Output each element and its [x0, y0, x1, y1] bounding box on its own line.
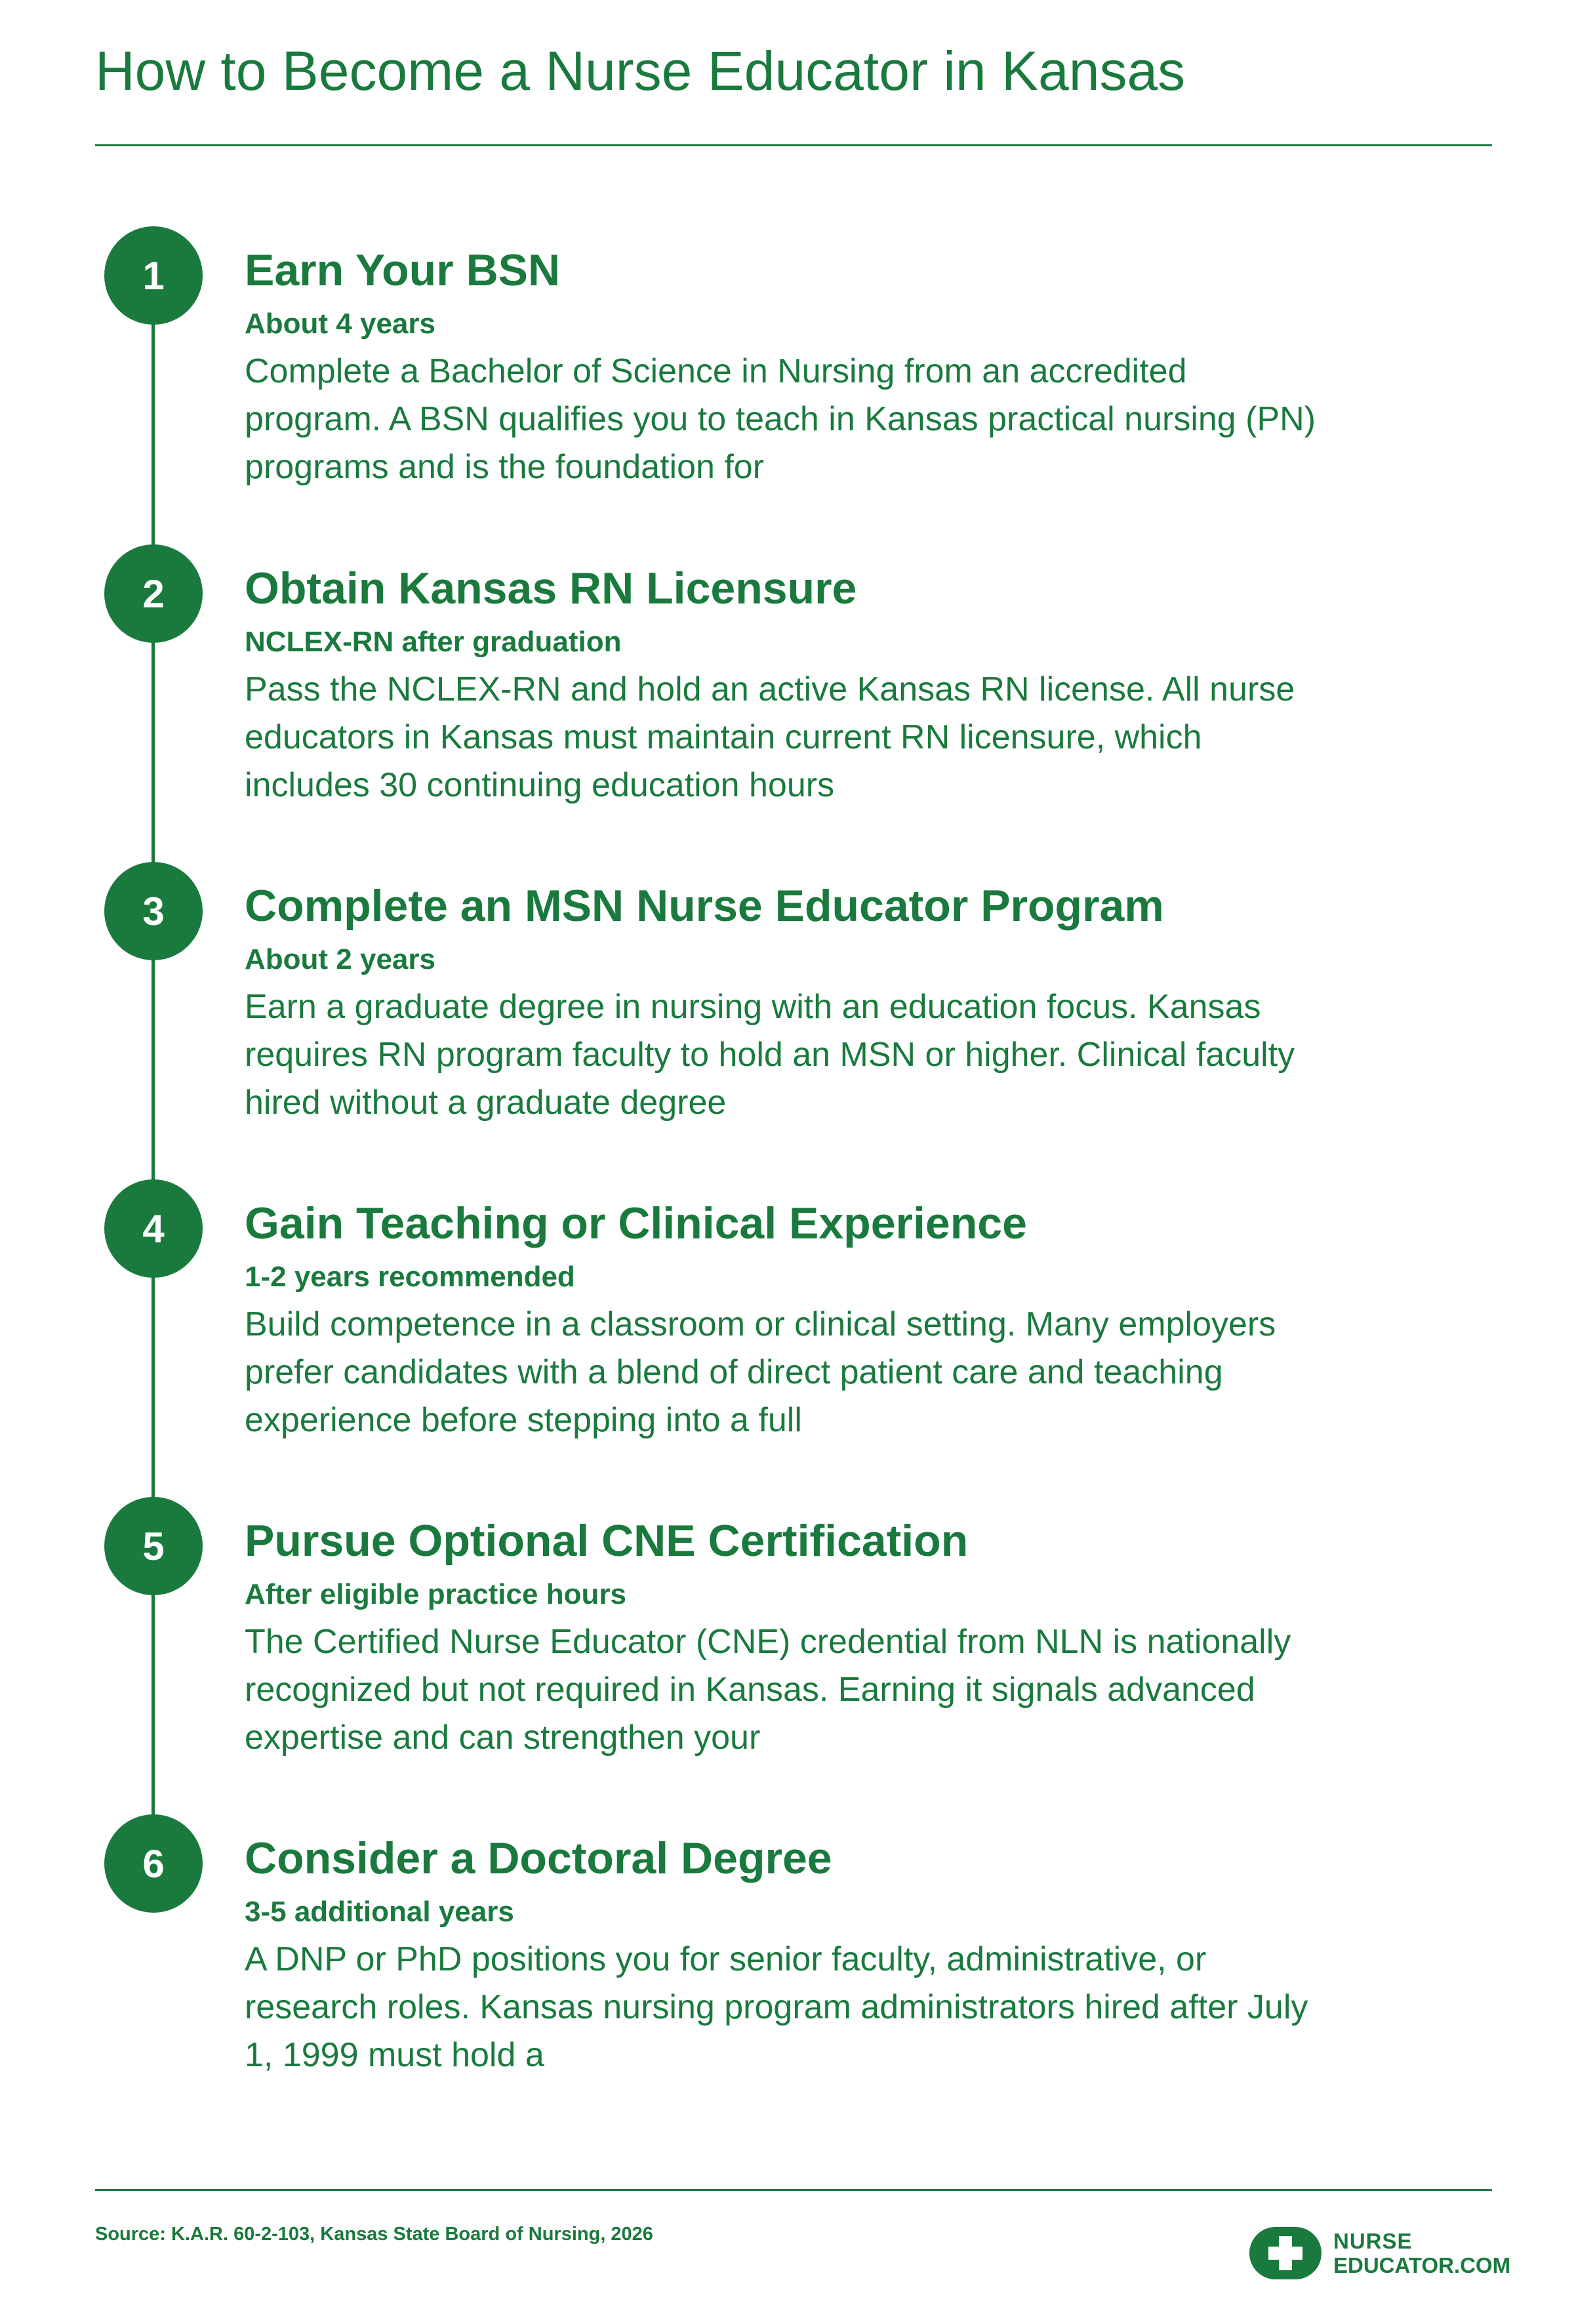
step-title: Obtain Kansas RN Licensure: [245, 563, 857, 613]
step-description: Build competence in a classroom or clinical setting. Many employers prefer candidates with a blend of direct patient care and teaching experience before stepping into a full: [245, 1305, 1276, 1439]
step-number-badge: 3: [104, 862, 203, 960]
step-2: [0, 544, 1574, 853]
step-title: Consider a Doctoral Degree: [245, 1833, 832, 1883]
step-duration: NCLEX-RN after graduation: [245, 626, 622, 658]
step-number-badge: 4: [104, 1179, 203, 1278]
step-description: The Certified Nurse Educator (CNE) credential from NLN is nationally recognized but not required in Kansas. Earning it signals advanced expertise and can strengthen your: [245, 1623, 1291, 1757]
header-divider: [95, 144, 1492, 146]
nurse-educator-logo[interactable]: [1249, 2224, 1510, 2283]
step-duration: About 4 years: [245, 308, 435, 340]
page-title: How to Become a Nurse Educator in Kansas: [95, 40, 1186, 102]
step-6: [0, 1814, 1574, 2123]
logo-line-educator: EDUCATOR.COM: [1333, 2253, 1511, 2277]
step-duration: 1-2 years recommended: [245, 1261, 575, 1293]
step-duration: 3-5 additional years: [245, 1896, 514, 1928]
step-4: [0, 1179, 1574, 1488]
step-number-badge: 2: [104, 544, 203, 643]
step-description: A DNP or PhD positions you for senior faculty, administrative, or research roles. Kansas nursing program administrators hired after July 1, 1999 must hold a: [245, 1940, 1308, 2074]
step-3: [0, 862, 1574, 1170]
step-title: Gain Teaching or Clinical Experience: [245, 1198, 1027, 1248]
step-duration: About 2 years: [245, 943, 435, 975]
footer-divider: [95, 2189, 1492, 2191]
step-description: Pass the NCLEX-RN and hold an active Kansas RN license. All nurse educators in Kansas must maintain current RN licensure, which includes 30 continuing education hours: [245, 670, 1295, 804]
medical-cross-icon: [1249, 2227, 1322, 2279]
step-title: Earn Your BSN: [245, 245, 561, 295]
logo-wordmark: [1333, 2230, 1510, 2276]
step-number-badge: 5: [104, 1497, 203, 1595]
step-duration: After eligible practice hours: [245, 1578, 626, 1610]
step-number-badge: 1: [104, 226, 203, 325]
step-title: Complete an MSN Nurse Educator Program: [245, 881, 1164, 931]
step-description: Complete a Bachelor of Science in Nursing from an accredited program. A BSN qualifies you to teach in Kansas practical nursing (PN) programs and is the foundation for: [245, 352, 1316, 486]
step-description: Earn a graduate degree in nursing with an education focus. Kansas requires RN program faculty to hold an MSN or higher. Clinical faculty hired without a graduate degree: [245, 988, 1295, 1122]
step-5: [0, 1497, 1574, 1805]
step-1: [0, 226, 1574, 535]
step-number-badge: 6: [104, 1814, 203, 1913]
logo-line-nurse: NURSE: [1333, 2229, 1413, 2253]
source-citation: Source: K.A.R. 60-2-103, Kansas State Board of Nursing, 2026: [95, 2224, 653, 2245]
step-title: Pursue Optional CNE Certification: [245, 1516, 969, 1566]
